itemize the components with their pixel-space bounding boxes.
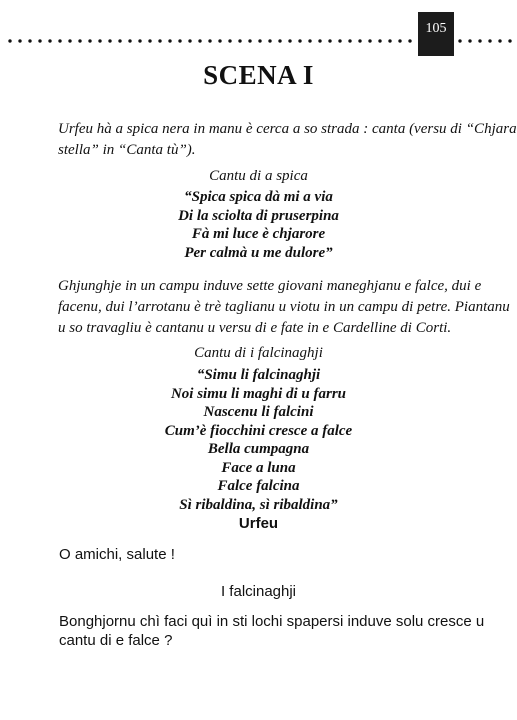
song-title-spica: Cantu di a spica — [209, 168, 308, 184]
verse-line: “Simu li falcinaghji — [196, 367, 321, 383]
stage-direction-line: facenu, dui l’arrotanu è trè taglianu u viotu in un campu di petre. Piantanu — [58, 299, 510, 315]
stage-direction-line: Ghjunghje in un campu induve sette giovani maneghjanu e falce, dui e — [58, 278, 482, 294]
song-title-falcinaghji: Cantu di i falcinaghji — [194, 345, 323, 361]
song-verses-spica — [0, 188, 517, 262]
verse-line: Noi simu li maghi di u farru — [170, 385, 347, 402]
verse-line: Fà mi luce è chjarore — [191, 226, 326, 242]
speech-urfeu — [59, 545, 469, 564]
stage-direction-line: Urfeu hà a spica nera in manu è cerca a so strada : canta (versu di “Chjara — [58, 121, 517, 137]
verse-line: Falce falcina — [217, 478, 300, 494]
verse-line: “Spica spica dà mi a via — [184, 189, 333, 205]
speech-line: cantu di e falce ? — [59, 632, 173, 649]
verse-line: Cum’è fiocchini cresce a falce — [164, 422, 353, 439]
stage-direction-line: stella” in “Canta tù”). — [58, 142, 196, 158]
stage-direction-1 — [58, 119, 517, 161]
verse-line: Per calmà u me dulore” — [184, 244, 333, 261]
speaker-falcinaghji: I falcinaghji — [220, 583, 297, 600]
stage-direction-2 — [58, 276, 510, 339]
scene-title: SCENA I — [203, 60, 314, 90]
verse-line: Nascenu li falcini — [203, 404, 314, 420]
speech-line: O amichi, salute ! — [59, 546, 175, 563]
verse-line: Face a luna — [221, 459, 296, 476]
speech-falcinaghji — [59, 612, 485, 650]
verse-line: Di la sciolta di pruserpina — [178, 207, 339, 224]
song-verses-falcinaghji — [0, 366, 517, 514]
speech-line: Bonghjornu chì faci quì in sti lochi spapersi induve solu cresce u — [59, 613, 485, 630]
verse-line: Sì ribaldina, sì ribaldina” — [179, 496, 338, 513]
dotted-rule-right — [455, 39, 513, 43]
page-number: 105 — [418, 12, 454, 56]
verse-line: Bella cumpagna — [207, 441, 310, 457]
stage-direction-line: u so travagliu è cantanu u versu di e fate in e Cardelline di Corti. — [58, 320, 452, 336]
speaker-urfeu: Urfeu — [238, 515, 279, 532]
dotted-rule-left — [5, 39, 412, 43]
